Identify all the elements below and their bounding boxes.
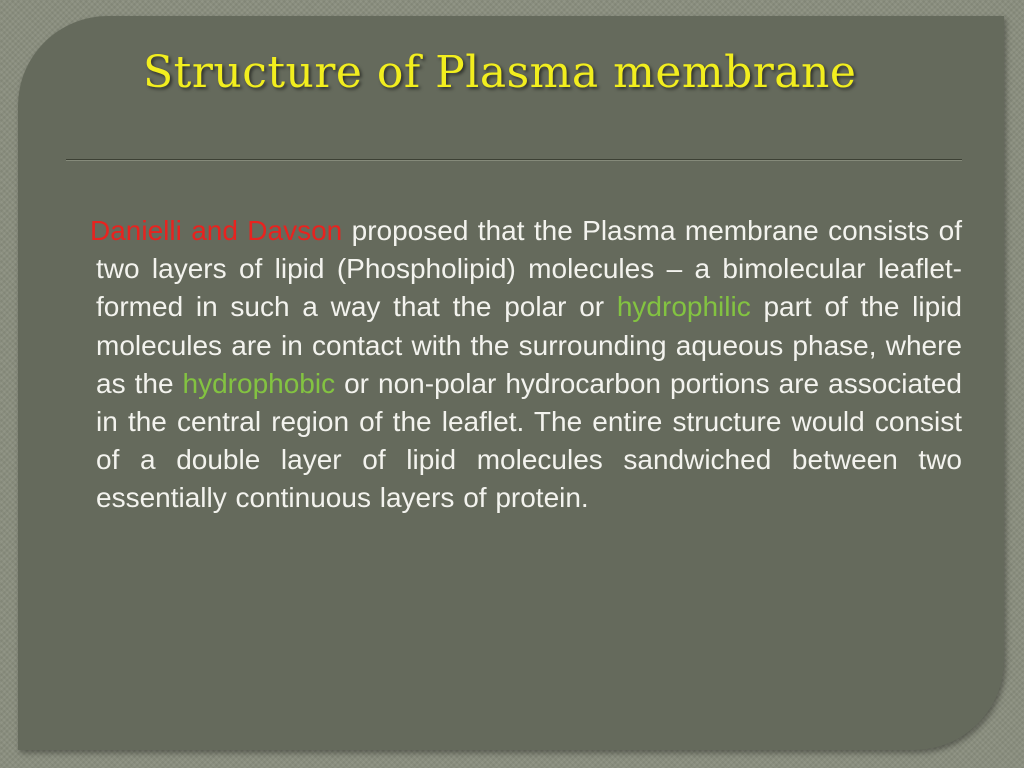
- body-text-part-3: or non-polar hydrocarbon portions are associated in the central region of the leaflet. The entire structure would consist of a double layer of lipid molecules sandwiched between two essentially continuous layers of protein.: [96, 367, 962, 514]
- body-text-part-1: proposed that the Plasma membrane consists of two layers of lipid (Phospholipid) molecules – a bimolecular leaflet- formed in such a way that the polar or: [96, 215, 962, 323]
- term-hydrophobic: hydrophobic: [182, 367, 336, 399]
- slide-title: Structure of Plasma membrane: [143, 47, 857, 98]
- body-text-part-2: part of the lipid molecules are in contact with the surrounding aqueous phase, where as the: [96, 291, 962, 399]
- title-divider: [66, 159, 962, 161]
- term-hydrophilic: hydrophilic: [616, 291, 751, 323]
- body-paragraph: [90, 212, 962, 518]
- authors-highlight: Danielli and Davson: [90, 215, 343, 246]
